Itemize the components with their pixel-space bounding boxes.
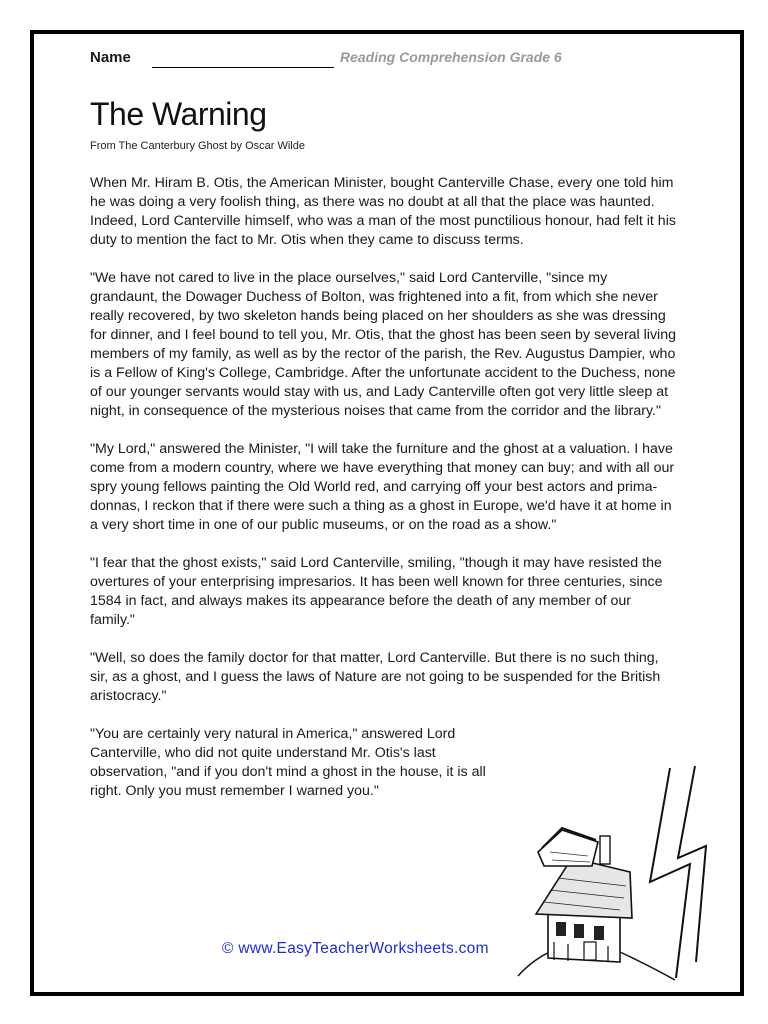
worksheet-header (90, 47, 690, 71)
haunted-house-with-lightning-icon (500, 762, 715, 984)
paragraph: "My Lord," answered the Minister, "I will take the furniture and the ghost at a valuation. I have come from a modern country, where we have everything that money can buy; and with all our spry young fellows painting the Old World red, and carrying off your best actors and prima-donnas, I reckon that if there were such a thing as a ghost in Europe, we'd have it at home in a very short time in one of our public museums, or on the road as a show." (90, 441, 675, 533)
paragraph: "I fear that the ghost exists," said Lord Canterville, smiling, "though it may have resisted the overtures of your enterprising impresarios. It has been well known for three centuries, since 1584 in fact, and always makes its appearance before the death of any member of our family." (90, 555, 663, 628)
paragraph: "We have not cared to live in the place ourselves," said Lord Canterville, "since my grandaunt, the Dowager Duchess of Bolton, was frightened into a fit, from which she never really recovered, by two skeleton hands being placed on her shoulders as she was dressing for dinner, and I feel bound to tell you, Mr. Otis, that the ghost has been seen by several living members of my family, as well as by the rector of the parish, the Rev. Augustus Dampier, who is a Fellow of King's College, Cambridge. After the unfortunate accident to the Duchess, none of our younger servants would stay with us, and Lady Canterville often got very little sleep at night, in consequence of the mysterious noises that came from the corridor and the library." (90, 270, 676, 419)
page-title: The Warning (90, 96, 267, 132)
footer-copyright-link[interactable]: © www.EasyTeacherWorksheets.com (222, 940, 489, 957)
paragraph: When Mr. Hiram B. Otis, the American Minister, bought Canterville Chase, every one told him he was doing a very foolish thing, as there was no doubt at all that the place was haunted. Indeed, Lord Canterville himself, who was a man of the most punctilious honour, had felt it his duty to mention the fact to Mr. Otis when they came to discuss terms. (90, 175, 676, 248)
name-label: Name (90, 49, 131, 66)
paragraph: "Well, so does the family doctor for that matter, Lord Canterville. But there is no such thing, sir, as a ghost, and I guess the laws of Nature are not going to be suspended for the British aristocracy." (90, 650, 661, 704)
name-field-line (152, 67, 334, 68)
subject-label: Reading Comprehension Grade 6 (340, 49, 562, 65)
source-citation: From The Canterbury Ghost by Oscar Wilde (90, 140, 305, 152)
story-text (90, 174, 678, 820)
paragraph: "You are certainly very natural in America," answered Lord Canterville, who did not quite understand Mr. Otis's last observation, "and if you don't mind a ghost in the house, it is all right. Only you must remember I warned you." (90, 726, 486, 799)
